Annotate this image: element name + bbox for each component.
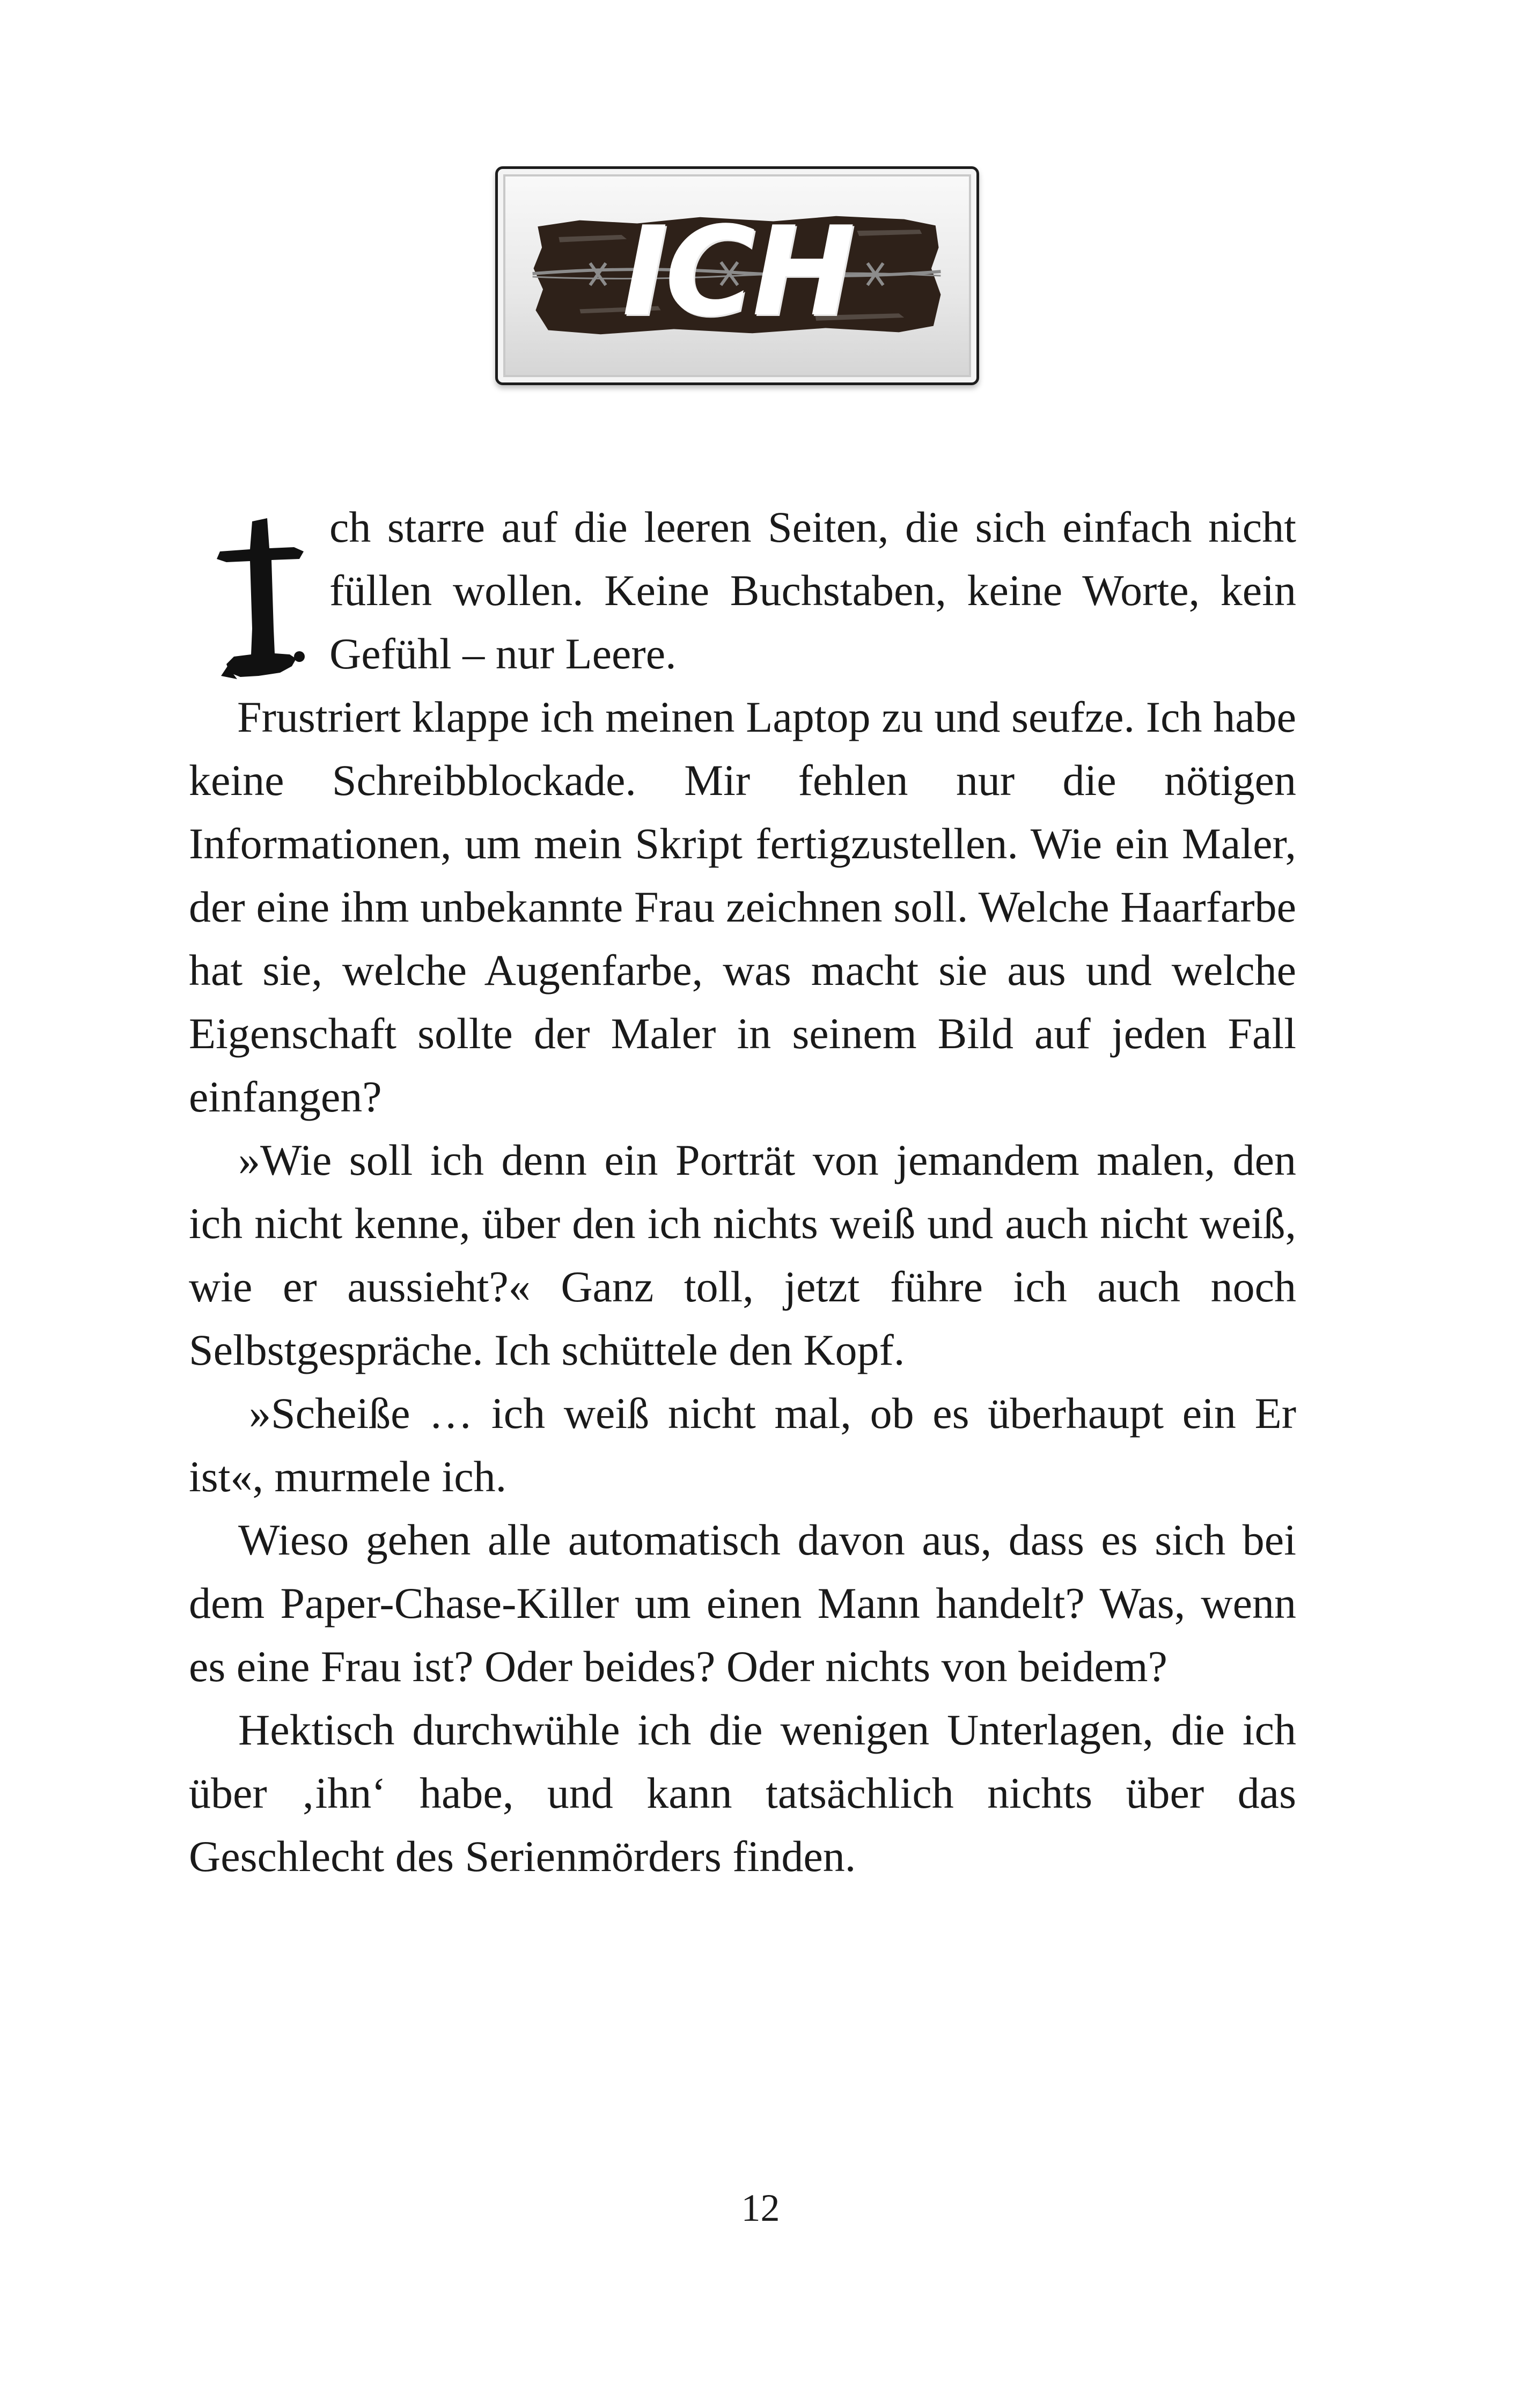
paragraph-5: Wieso gehen alle automatisch davon aus, dass es sich bei dem Paper-Chase-Killer um einen Mann handelt? Was, wenn es eine Frau ist? Oder beides? Oder nichts von beidem? [189, 1515, 1296, 1691]
paragraph-3: »Wie soll ich denn ein Porträt von jemandem malen, den ich nicht kenne, über den ich nichts weiß und auch nicht weiß, wie er aussieht?« Ganz toll, jetzt führe ich auch noch Selbstgespräche. Ich schüttele den Kopf. [189, 1136, 1296, 1374]
page-number: 12 [741, 2186, 780, 2229]
chapter-title: ICH [622, 201, 853, 344]
dropcap-initial [189, 496, 329, 686]
paragraph-1: ch starre auf die leeren Seiten, die sich einfach nicht füllen wollen. Keine Buchstaben, keine Worte, kein Gefühl – nur Leere. [329, 503, 1296, 678]
chapter-text [189, 496, 1296, 1888]
paragraph-4: »Scheiße … ich weiß nicht mal, ob es überhaupt ein Er ist«, murmele ich. [189, 1389, 1296, 1501]
chapter-heading-badge [495, 166, 979, 385]
paragraph-2: Frustriert klappe ich meinen Laptop zu und seufze. Ich habe keine Schreibblockade. Mir fehlen nur die nötigen Informationen, um mein Skript fertigzustellen. Wie ein Maler, der eine ihm unbekannte Frau zeichnen soll. Welche Haarfarbe hat sie, welche Augenfarbe, was macht sie aus und welche Eigenschaft sollte der Maler in seinem Bild auf jeden Fall einfangen? [189, 693, 1296, 1121]
paragraph-6: Hektisch durchwühle ich die wenigen Unterlagen, die ich über ‚ihn‘ habe, und kann tatsächlich nichts über das Geschlecht des Serienmörders finden. [189, 1705, 1296, 1881]
dropcap-letter-i-graphic [189, 505, 329, 688]
